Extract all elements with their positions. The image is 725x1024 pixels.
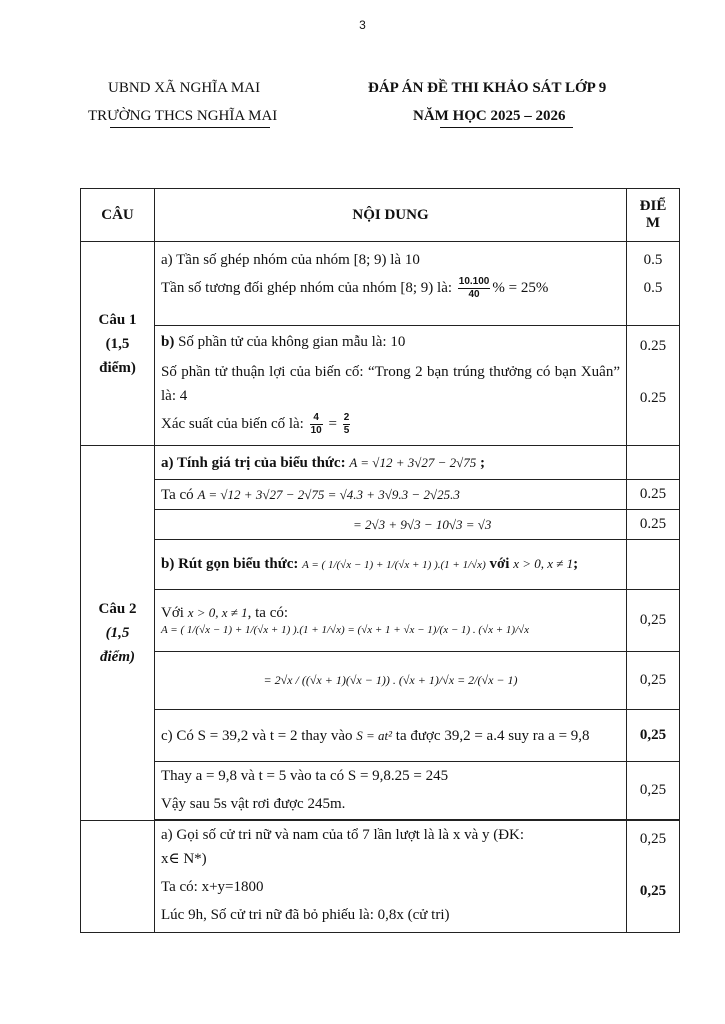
cau1-b-frac2-den: 5: [343, 425, 350, 437]
cau1-a-line2-suffix: % = 25%: [492, 280, 549, 296]
cau3-a-points: [627, 821, 680, 933]
cau3-a-line3: Ta có: x+y=1800: [161, 879, 264, 895]
cau2-d-points: 0,25: [627, 762, 680, 820]
cau3-a-pts1: 0,25: [639, 831, 667, 847]
header-school-underline: [110, 127, 270, 128]
cau2-c-points: 0,25: [627, 710, 680, 762]
cau2-label: [81, 446, 155, 821]
cau2-a-title: a) Tính giá trị của biểu thức:: [161, 454, 346, 471]
table-row-cau1-a: [81, 242, 680, 326]
cau1-a-line2-text: Tần số tương đối ghép nhóm của nhóm [8; 9) là:: [161, 280, 453, 296]
cau1-b-line3: [161, 412, 620, 437]
cau2-b-step1-prefix: Với: [161, 605, 184, 621]
header-year-underline: [440, 127, 573, 128]
cau1-title: Câu 1: [98, 311, 137, 328]
cau1-b-frac1-den: 10: [310, 425, 322, 437]
table-row-cau2-a-step2: [81, 510, 680, 540]
cau1-b-content: [155, 326, 627, 446]
cau2-a-step1-expr: A = √12 + 3√27 − 2√75 = √4.3 + 3√9.3 − 2√25.3: [197, 486, 460, 502]
cau1-b-line3-text: Xác suất của biến cố là:: [161, 416, 304, 432]
cau2-b-title-cell: [155, 540, 627, 590]
cau3-a-content: [155, 821, 627, 933]
cau3-a-line1: a) Gọi số cử tri nữ và nam của tổ 7 lần lượt là là x và y (ĐK:: [161, 827, 525, 843]
table-row-cau2-d: [81, 762, 680, 820]
cau2-b-step1-expr: A = ( 1/(√x − 1) + 1/(√x + 1) ).(1 + 1/√x) = (√x + 1 + √x − 1)/(x − 1) . (√x + 1)/√x: [161, 624, 530, 636]
cau2-c-prefix: c) Có S = 39,2 và t = 2 thay vào: [161, 727, 353, 744]
header-school-year: NĂM HỌC 2025 – 2026: [413, 108, 566, 124]
cau2-b-title-points: [627, 540, 680, 590]
col-header-noidung: NỘI DUNG: [155, 189, 627, 242]
cau2-b-title: b) Rút gọn biểu thức:: [161, 556, 299, 572]
cau2-a-step2-expr: = 2√3 + 9√3 − 10√3 = √3: [353, 516, 492, 532]
cau1-a-line1: a) Tần số ghép nhóm của nhóm [8; 9) là 10: [161, 252, 420, 268]
cau1-points-2: điểm): [99, 359, 136, 376]
cau1-b-equals: =: [328, 416, 337, 432]
cau2-d-line2: Vậy sau 5s vật rơi được 245m.: [161, 796, 346, 812]
cau2-b-step1-mid: , ta có:: [247, 605, 289, 621]
cau2-d-line1: Thay a = 9,8 và t = 5 vào ta có S = 9,8.25 = 245: [161, 768, 449, 784]
cau1-label: [81, 242, 155, 446]
cau1-b-line1-text: Số phần tử của không gian mẫu là: 10: [174, 334, 406, 350]
cau3-label: [81, 821, 155, 933]
table-row-cau2-b-step1: [81, 590, 680, 652]
cau1-b-pts1: 0.25: [639, 338, 667, 354]
cau2-b-expression: A = ( 1/(√x − 1) + 1/(√x + 1) ).(1 + 1/√x): [302, 559, 486, 571]
cau1-b-line2: Số phần tử thuận lợi của biến cố: “Trong 2 bạn trúng thưởng có bạn Xuân” là: 4: [161, 364, 620, 404]
cau2-c-suffix: ta được 39,2 = a.4 suy ra a = 9,8: [395, 727, 590, 744]
cau1-points-1: (1,5: [105, 335, 130, 352]
cau2-b-step2-points: 0,25: [627, 652, 680, 710]
cau2-a-title-cell: [155, 446, 627, 480]
cau1-b-fraction2: [343, 412, 351, 437]
cau2-b-semicolon: ;: [573, 556, 579, 572]
table-row-cau3-a: [81, 821, 680, 933]
answer-table: [80, 188, 680, 933]
cau1-a-line2: [161, 276, 620, 301]
table-row-cau1-b: [81, 326, 680, 446]
cau1-a-frac-num: 10.100: [458, 276, 490, 288]
cau1-a-points: [627, 242, 680, 326]
cau2-a-step1-cell: [155, 480, 627, 510]
cau2-d-cell: [155, 762, 627, 820]
cau2-c-cell: [155, 710, 627, 762]
cau1-b-frac1-num: 4: [310, 412, 323, 425]
cau2-b-step2-expr: = 2√x / ((√x + 1)(√x − 1)) . (√x + 1)/√x = 2/(√x − 1): [263, 673, 518, 687]
cau2-a-step2-points: 0.25: [627, 510, 680, 540]
cau2-a-semicolon: ;: [480, 454, 486, 471]
cau1-b-points: [627, 326, 680, 446]
cau2-a-step2-cell: [155, 510, 627, 540]
cau2-a-expression: A = √12 + 3√27 − 2√75: [349, 454, 477, 470]
cau1-b-frac2-num: 2: [343, 412, 350, 424]
cau2-a-title-points: [627, 446, 680, 480]
col-header-diem-line1: ĐIỂ: [639, 198, 667, 214]
cau1-b-pts2: 0.25: [639, 390, 667, 406]
cau2-b-cond-word: với: [489, 556, 510, 572]
cau3-a-pts2: 0,25: [639, 883, 667, 899]
cau2-c-formula: S = at²: [356, 727, 393, 743]
cau2-points-1: (1,5: [105, 625, 130, 641]
cau2-points-2: điểm): [100, 649, 135, 665]
cau2-b-step2-cell: [155, 652, 627, 710]
cau2-b-step1-cond: x > 0, x ≠ 1: [187, 605, 248, 620]
cau1-a-pts2: 0.5: [643, 280, 663, 296]
col-header-cau: CÂU: [81, 189, 155, 242]
cau1-b-label: b): [161, 334, 175, 350]
cau1-b-line1: [161, 330, 620, 354]
table-row-cau2-a-step1: [81, 480, 680, 510]
cau2-a-step1-prefix: Ta có: [161, 486, 194, 503]
cau3-a-line4: Lúc 9h, Số cử tri nữ đã bỏ phiếu là: 0,8x (cử tri): [161, 907, 450, 923]
col-header-diem-line2: M: [645, 215, 661, 231]
cau2-b-step1-points: 0,25: [627, 590, 680, 652]
table-row-cau2-b-title: [81, 540, 680, 590]
cau1-b-fraction1: [310, 412, 323, 437]
cau1-a-fraction: [458, 276, 491, 301]
col-header-diem: [627, 189, 680, 242]
cau2-b-condition: x > 0, x ≠ 1: [513, 556, 574, 571]
page-number: 3: [359, 18, 366, 32]
cau1-a-pts1: 0.5: [643, 252, 663, 268]
header-school: TRƯỜNG THCS NGHĨA MAI: [88, 108, 278, 124]
cau1-a-frac-den: 40: [468, 289, 480, 301]
table-row-cau2-a-title: [81, 446, 680, 480]
cau3-a-line2: x∈ N*): [161, 851, 207, 867]
cau1-a-content: [155, 242, 627, 326]
cau2-b-step1-cell: [155, 590, 627, 652]
table-row-cau2-c: [81, 710, 680, 762]
table-row-cau2-b-step2: [81, 652, 680, 710]
header-exam-title: ĐÁP ÁN ĐỀ THI KHẢO SÁT LỚP 9: [368, 80, 607, 96]
cau2-title: Câu 2: [98, 601, 137, 617]
table-header-row: [81, 189, 680, 242]
header-district: UBND XÃ NGHĨA MAI: [108, 80, 261, 96]
cau2-a-step1-points: 0.25: [627, 480, 680, 510]
